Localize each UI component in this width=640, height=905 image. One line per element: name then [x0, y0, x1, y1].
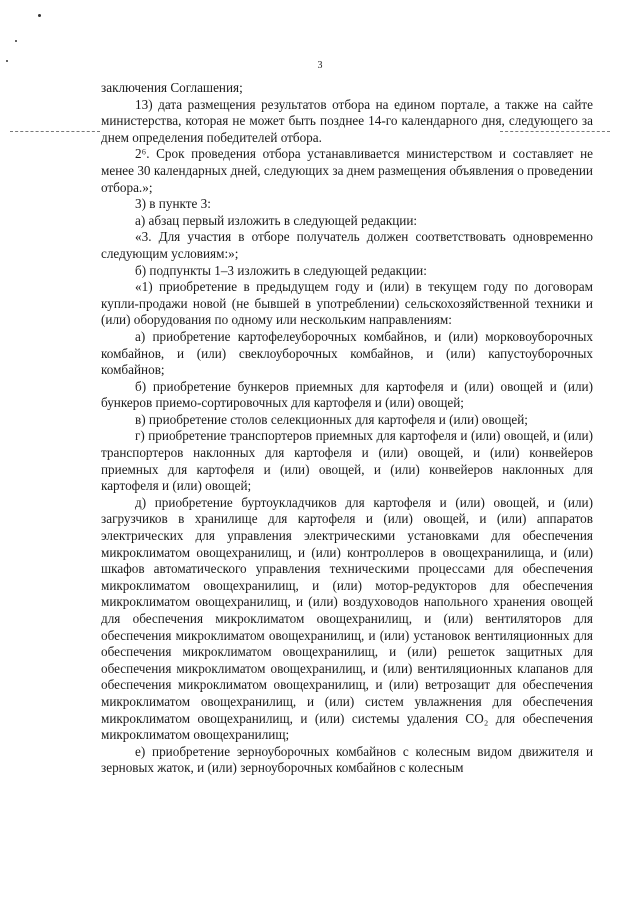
paragraph: заключения Соглашения; [101, 80, 243, 95]
paragraph: «3. Для участия в отборе получатель должен соответствовать одновременно следующим условиям:»; [101, 229, 593, 261]
paragraph: 13) дата размещения результатов отбора на едином портале, а также на сайте министерства, которая не может быть позднее 14-го календарного дня, следующего за днем определения победителей отбора. [101, 96, 593, 145]
paragraph: б) подпункты 1–3 изложить в следующей редакции: [135, 262, 427, 278]
document-body [101, 80, 593, 777]
paragraph: «1) приобретение в предыдущем году и (или) в текущем году по договорам купли-продажи новой (не бывшей в употреблении) сельскохозяйственной техники и (или) оборудования по одному или нескольким направлениям: [101, 279, 593, 328]
scan-artifact-line [10, 131, 100, 133]
paragraph: е) приобретение зерноуборочных комбайнов с колесным видом движителя и зерновых жаток, и (или) зерноуборочных комбайнов с колесным [101, 743, 593, 776]
paragraph: а) приобретение картофелеуборочных комбайнов, и (или) морковоуборочных комбайнов, и (или) свеклоуборочных комбайнов, и (или) капустоуборочных комбайнов; [101, 328, 593, 378]
paragraph: г) приобретение транспортеров приемных для картофеля и (или) овощей, и (или) транспортеров наклонных для картофеля и (или) овощей, и (или) конвейеров приемных для картофеля и (или) овощей, и (или) конвейеров наклонных для картофеля и (или) овощей; [101, 428, 593, 494]
page-number: 3 [317, 60, 323, 71]
scan-speck [15, 40, 17, 42]
paragraph: а) абзац первый изложить в следующей редакции: [135, 212, 418, 228]
paragraph: д) приобретение буртоукладчиков для картофеля и (или) овощей, и (или) загрузчиков в хранилище для картофеля и (или) овощей, и (или) аппаратов электрических для управления электрическими установками для обеспечения микроклиматом овощехранилищ, и (или) контроллеров в овощехранилища, и (или) шкафов автоматического управления техническими процессами для обеспечения микроклиматом овощехранилищ, и (или) мотор-редукторов для обеспечения микроклиматом овощехранилищ, и (или) воздуховодов напольного хранения овощей для обеспечения микроклиматом овощехранилищ, и (или) вентиляторов для обеспечения микроклиматом овощехранилищ, и (или) установок вентиляционных для обеспечения микроклиматом овощехранилищ, и (или) решеток защитных для обеспечения микроклиматом овощехранилищ, и (или) вентиляционных клапанов для обеспечения микроклиматом овощехранилищ, и (или) ветрозащит для обеспечения микроклиматом овощехранилищ, и (или) систем увлажнения для обеспечения микроклиматом овощехранилищ, и (или) системы удаления CO₂ для обеспечения микроклиматом овощехранилищ; [101, 494, 593, 743]
scan-speck [38, 14, 41, 17]
paragraph: б) приобретение бункеров приемных для картофеля и (или) овощей и (или) бункеров приемо-сортировочных для картофеля и (или) овощей; [101, 378, 593, 411]
paragraph: 2⁶. Срок проведения отбора устанавливается министерством и составляет не менее 30 календарных дней, следующих за днем размещения объявления о проведении отбора.»; [101, 146, 593, 195]
paragraph: 3) в пункте 3: [135, 196, 211, 212]
paragraph: в) приобретение столов селекционных для картофеля и (или) овощей; [135, 411, 528, 427]
